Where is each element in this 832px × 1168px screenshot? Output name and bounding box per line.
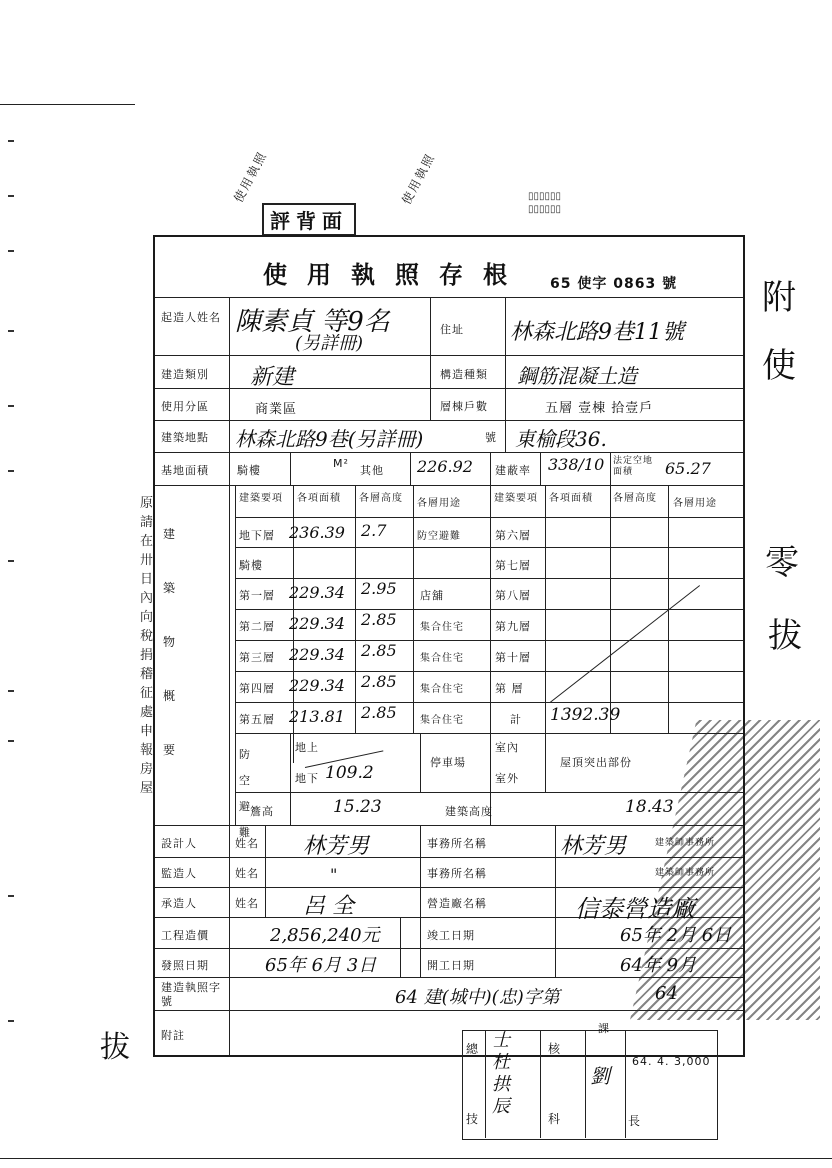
- row-basement: 地下層: [239, 529, 275, 542]
- row-f1: 第一層: [239, 589, 275, 602]
- corner-archive-stamp: ▯▯▯▯▯▯ ▯▯▯▯▯▯: [528, 191, 562, 215]
- label-firm: 營造廠名稱: [427, 897, 487, 910]
- row-f3: 第三層: [239, 651, 275, 664]
- right-margin-char-2: 使: [762, 346, 796, 386]
- val-basement-use: 防空避難: [417, 531, 461, 542]
- col-floor: 建築要項: [239, 493, 283, 504]
- left-margin-vertical-text: 原請在卅日內向稅捐稽征處申報房屋: [140, 496, 154, 796]
- val-f4-area: 229.34: [289, 676, 345, 695]
- val-designer-office: 林芳男: [560, 834, 627, 859]
- col-height-2: 各層高度: [613, 493, 657, 504]
- sig-chief-title: 技: [466, 1112, 480, 1126]
- val-f1-height: 2.95: [361, 579, 397, 598]
- label-floors-units: 層棟戶數: [440, 400, 488, 413]
- bottom-line: [0, 1158, 832, 1159]
- label-roof: 屋頂突出部份: [560, 756, 632, 769]
- label-designer-name: 姓名: [235, 837, 259, 850]
- row-f4: 第四層: [239, 682, 275, 695]
- sig-chief-name: 士杜拱辰: [492, 1030, 510, 1117]
- row-arcade: 騎樓: [239, 559, 263, 572]
- val-basement-area: 236.39: [289, 523, 345, 542]
- val-f5-area: 213.81: [289, 707, 345, 726]
- reverse-side-stamp: 評背面: [262, 203, 356, 236]
- val-basement-height: 2.7: [361, 521, 387, 540]
- label-air-raid: 防空避難: [239, 748, 251, 839]
- row-f10: 第十層: [495, 651, 531, 664]
- val-f1-use: 店舖: [420, 589, 444, 602]
- cross-out-line: [550, 585, 700, 703]
- left-handwritten-mark: 拔: [100, 1030, 130, 1065]
- label-issue-date: 發照日期: [161, 959, 209, 972]
- usage-permit-stub-form: [153, 235, 745, 1057]
- label-parking: 停車場: [430, 756, 466, 769]
- row-f9: 第九層: [495, 620, 531, 633]
- val-permit-no: 64: [655, 983, 678, 1004]
- val-bldg-height: 18.43: [625, 797, 674, 817]
- val-contractor-ditto: ": [330, 865, 338, 884]
- label-bldg-height: 建築高度: [445, 805, 493, 818]
- sig-check-label: 核: [548, 1042, 562, 1056]
- label-designer: 設計人: [161, 837, 197, 850]
- diagonal-stamp-right: 使用執照: [399, 150, 438, 207]
- label-permit: 建造執照字號: [161, 981, 221, 1008]
- label-cost: 工程造價: [161, 929, 209, 942]
- val-designer: 林芳男: [303, 834, 370, 859]
- label-start: 開工日期: [427, 959, 475, 972]
- value-structure: 鋼筋混凝土造: [517, 364, 637, 388]
- value-floors-units: 五層 壹棟 拾壹戶: [545, 401, 654, 416]
- label-eave-height: 簷高: [250, 805, 274, 818]
- label-below: 地下: [295, 772, 319, 785]
- sig-chief-label: 總: [466, 1042, 480, 1056]
- val-f1-area: 229.34: [289, 583, 345, 602]
- value-building-type: 新建: [250, 365, 295, 390]
- value-address: 林森北路9巷11號: [510, 320, 684, 345]
- row-f5: 第五層: [239, 713, 275, 726]
- val-f4-height: 2.85: [361, 672, 397, 691]
- label-applicant: 起造人姓名: [161, 311, 221, 324]
- val-firm: 信泰營造廠: [575, 895, 695, 923]
- row-fx: 第 層: [495, 682, 524, 695]
- right-margin-char-3: 零: [765, 543, 799, 583]
- unit-arcade-m2: M²: [333, 457, 349, 470]
- val-f2-use: 集合住宅: [420, 622, 464, 633]
- val-f2-area: 229.34: [289, 614, 345, 633]
- col-area-2: 各項面積: [549, 493, 593, 504]
- form-title: 使用執照存根: [263, 261, 527, 289]
- right-margin-char-1: 附: [762, 278, 796, 318]
- val-f5-use: 集合住宅: [420, 715, 464, 726]
- col-height: 各層高度: [359, 493, 403, 504]
- sig-check-title: 科: [548, 1112, 562, 1126]
- row-f7: 第七層: [495, 559, 531, 572]
- row-f6: 第六層: [495, 529, 531, 542]
- value-zoning: 商業區: [255, 402, 298, 417]
- label-supervisor-name: 姓名: [235, 867, 259, 880]
- val-permit: 64 建(城中)(忠)字第: [395, 987, 560, 1008]
- label-address: 住址: [440, 323, 464, 336]
- label-completion: 竣工日期: [427, 929, 475, 942]
- label-designer-office: 事務所名稱: [427, 837, 487, 850]
- sig-section-title: 長: [628, 1114, 642, 1128]
- label-coverage: 建蔽率: [495, 464, 531, 477]
- sig-reviewer: 劉: [590, 1064, 610, 1088]
- value-legal-open: 65.27: [665, 459, 711, 478]
- val-f3-area: 229.34: [289, 645, 345, 664]
- val-start: 64年 9月: [620, 955, 697, 976]
- val-f4-use: 集合住宅: [420, 684, 464, 695]
- label-indoor: 室內: [495, 741, 519, 754]
- value-site-other: 226.92: [417, 457, 473, 476]
- row-total: 計: [510, 713, 522, 726]
- val-contractor: 呂 全: [303, 894, 354, 919]
- print-number: 64. 4. 3,000: [632, 1055, 711, 1068]
- val-f3-height: 2.85: [361, 641, 397, 660]
- label-arch-office-1: 建築師事務所: [655, 838, 716, 848]
- label-structure: 構造種類: [440, 368, 488, 381]
- diagonal-stamp-left: 使用執照: [231, 148, 270, 205]
- val-completion: 65年 2月 6日: [620, 925, 732, 946]
- value-applicant: 陳素貞 等9名: [235, 307, 390, 337]
- value-lot: 東榆段36.: [515, 427, 607, 451]
- val-total-area: 1392.39: [550, 705, 621, 725]
- label-contractor-name: 姓名: [235, 897, 259, 910]
- right-margin-char-4: 拔: [768, 616, 802, 656]
- col-use: 各層用途: [417, 498, 461, 509]
- value-applicant-note: (另詳冊): [295, 333, 364, 354]
- license-number: 65 使字 0863 號: [550, 276, 678, 292]
- label-building-type: 建造類別: [161, 368, 209, 381]
- val-below-area: 109.2: [325, 763, 374, 783]
- val-f2-height: 2.85: [361, 610, 397, 629]
- label-note: 附註: [161, 1029, 185, 1042]
- label-contractor: 承造人: [161, 897, 197, 910]
- label-legal-open: 法定空地面積: [613, 456, 654, 477]
- label-supervisor-office: 事務所名稱: [427, 867, 487, 880]
- label-overview: 建築物概要: [163, 527, 177, 757]
- val-f3-use: 集合住宅: [420, 653, 464, 664]
- label-arch-office-2: 建築師事務所: [655, 868, 716, 878]
- label-arcade: 騎樓: [237, 464, 261, 477]
- sig-section-label: 課: [598, 1022, 610, 1035]
- label-above: 地上: [295, 741, 319, 754]
- col-floor-2: 建築要項: [494, 493, 538, 504]
- label-site-lot: 號: [485, 431, 497, 444]
- label-zoning: 使用分區: [161, 400, 209, 413]
- val-issue-date: 65年 6月 3日: [265, 955, 377, 976]
- row-f2: 第二層: [239, 620, 275, 633]
- top-margin-line: [0, 104, 135, 105]
- col-use-2: 各層用途: [673, 498, 717, 509]
- val-cost: 2,856,240元: [270, 925, 380, 946]
- col-area: 各項面積: [297, 493, 341, 504]
- value-site: 林森北路9巷(另詳冊): [235, 427, 424, 451]
- label-other: 其他: [360, 464, 384, 477]
- val-eave-height: 15.23: [333, 797, 382, 817]
- label-supervisor: 監造人: [161, 867, 197, 880]
- value-coverage: 338/10: [548, 455, 605, 474]
- row-f8: 第八層: [495, 589, 531, 602]
- label-site-area: 基地面積: [161, 464, 209, 477]
- val-f5-height: 2.85: [361, 703, 397, 722]
- label-outdoor: 室外: [495, 772, 519, 785]
- label-site: 建築地點: [161, 431, 209, 444]
